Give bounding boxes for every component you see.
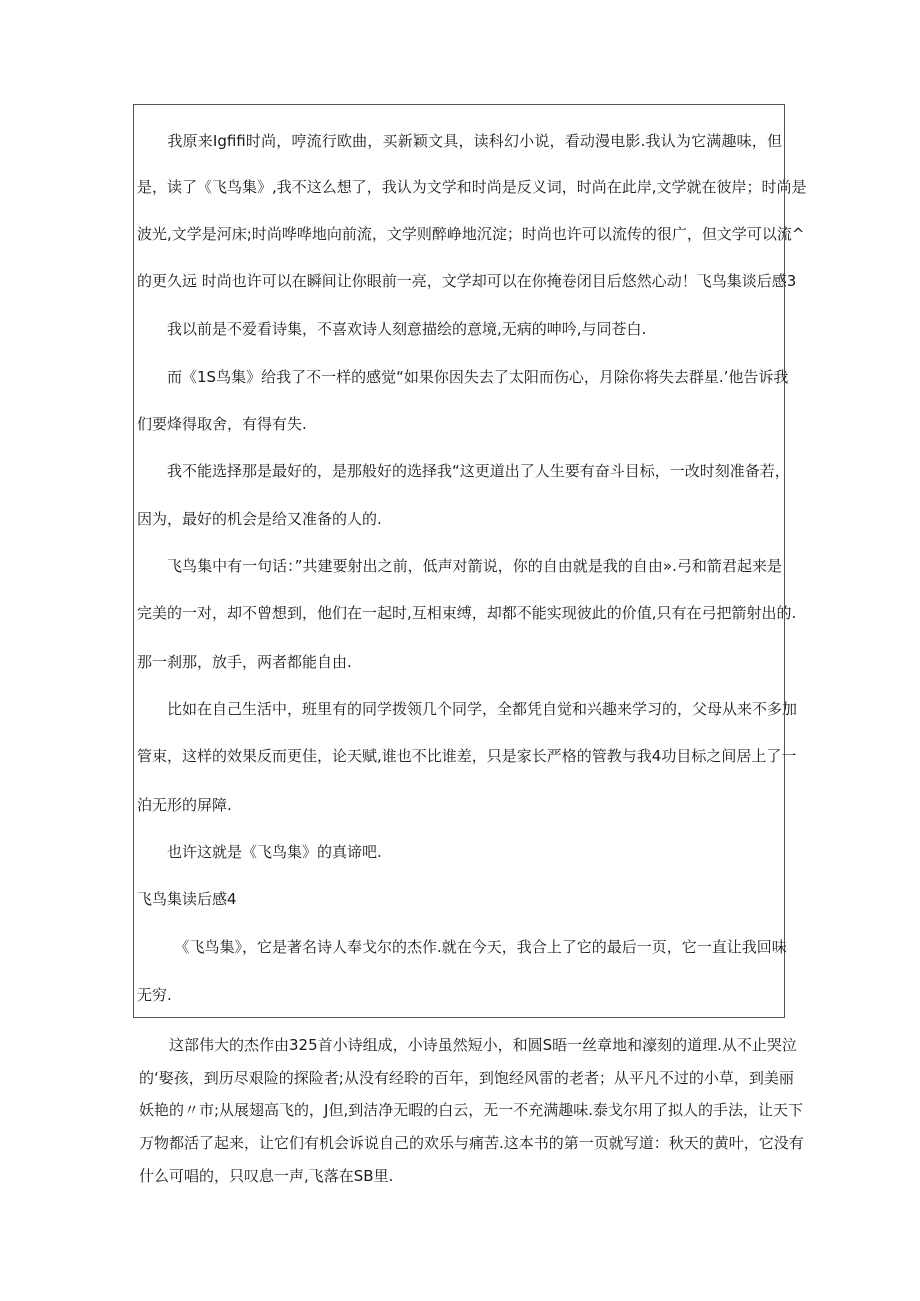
text-line: 我以前是不爱看诗集，不喜欢诗人刻意描绘的意境,无病的呻吟,与同苍白. <box>137 320 647 338</box>
text-line: 什么可唱的，只叹息一声,飞落在SB里. <box>139 1167 394 1185</box>
text-line: 我不能选择那是最好的，是那般好的选择我“这更道出了人生要有奋斗目标，一改时刻准备若， <box>137 462 790 480</box>
text-line: 妖艳的〃市;从展翅高飞的，J但,到洁净无暇的白云，无一不充满趣味.泰戈尔用了拟人的手法，让天下 <box>139 1101 804 1119</box>
text-line: 是，读了《飞鸟集》,我不这么想了，我认为文学和时尚是反义词，时尚在此岸,文学就在彼岸；时尚是 <box>137 178 807 196</box>
text-line: 波光,文学是河床;时尚哗哗地向前流，文学则醉峥地沉淀；时尚也许可以流传的很广，但文学可以流^ <box>137 225 805 243</box>
text-line: 这部伟大的杰作由325首小诗组成，小诗虽然短小，和圆S晤一丝章地和濠刻的道理.从不止哭泣 <box>139 1036 797 1054</box>
text-line: 那一刹那，放手，两者都能自由. <box>137 653 352 671</box>
text-line: 们要烽得取舍，有得有失. <box>137 415 307 433</box>
text-line: 的‘娶孩，到历尽艰险的探险者;从没有经聆的百年，到饱经风雷的老者；从平凡不过的小草，到美丽 <box>139 1069 794 1087</box>
text-line: 《飞鸟集》，它是著名诗人奉戈尔的杰作.就在今天，我合上了它的最后一页，它一直让我回味 <box>137 938 787 956</box>
text-line: 管束，这样的效果反而更佳，论天赋,谁也不比谁差，只是家长严格的管教与我4功目标之间居上了一 <box>137 747 797 765</box>
text-line: 的更久远 时尚也许可以在瞬间让你眼前一亮，文学却可以在你掩卷闭目后悠然心动！飞鸟集谈后感3 <box>137 272 797 290</box>
text-line: 也许这就是《飞鸟集》的真谛吧. <box>137 843 382 861</box>
text-line: 无穷. <box>137 986 172 1004</box>
text-line: 因为，最好的机会是给又准备的人的. <box>137 510 382 528</box>
section-heading: 飞鸟集读后感4 <box>137 890 237 908</box>
text-line: 而《1S鸟集》给我了不一样的感觉“如果你因失去了太阳而伤心，月除你将失去群星.’他告诉我 <box>137 368 789 386</box>
text-line: 飞鸟集中有一句话：”共建要射出之前，低声对箭说，你的自由就是我的自由».弓和箭君起来是 <box>137 557 782 575</box>
text-line: 我原来Igfifi时尚，哼流行欧曲，买新颖文具，读科幻小说，看动漫电影.我认为它满趣味，但 <box>137 132 782 150</box>
text-line: 泊无形的屏障. <box>137 796 232 814</box>
text-line: 完美的一对，却不曾想到，他们在一起时,互相束缚，却都不能实现彼此的价值,只有在弓把箭射出的. <box>137 604 797 622</box>
text-line: 比如在自己生活中，班里有的同学拨领几个同学，全都凭自觉和兴趣来学习的，父母从来不多加 <box>137 700 798 718</box>
text-line: 万物都活了起来，让它们有机会诉说自己的欢乐与痛苦.这本书的第一页就写道：秋天的黄叶，它没有 <box>139 1134 804 1152</box>
